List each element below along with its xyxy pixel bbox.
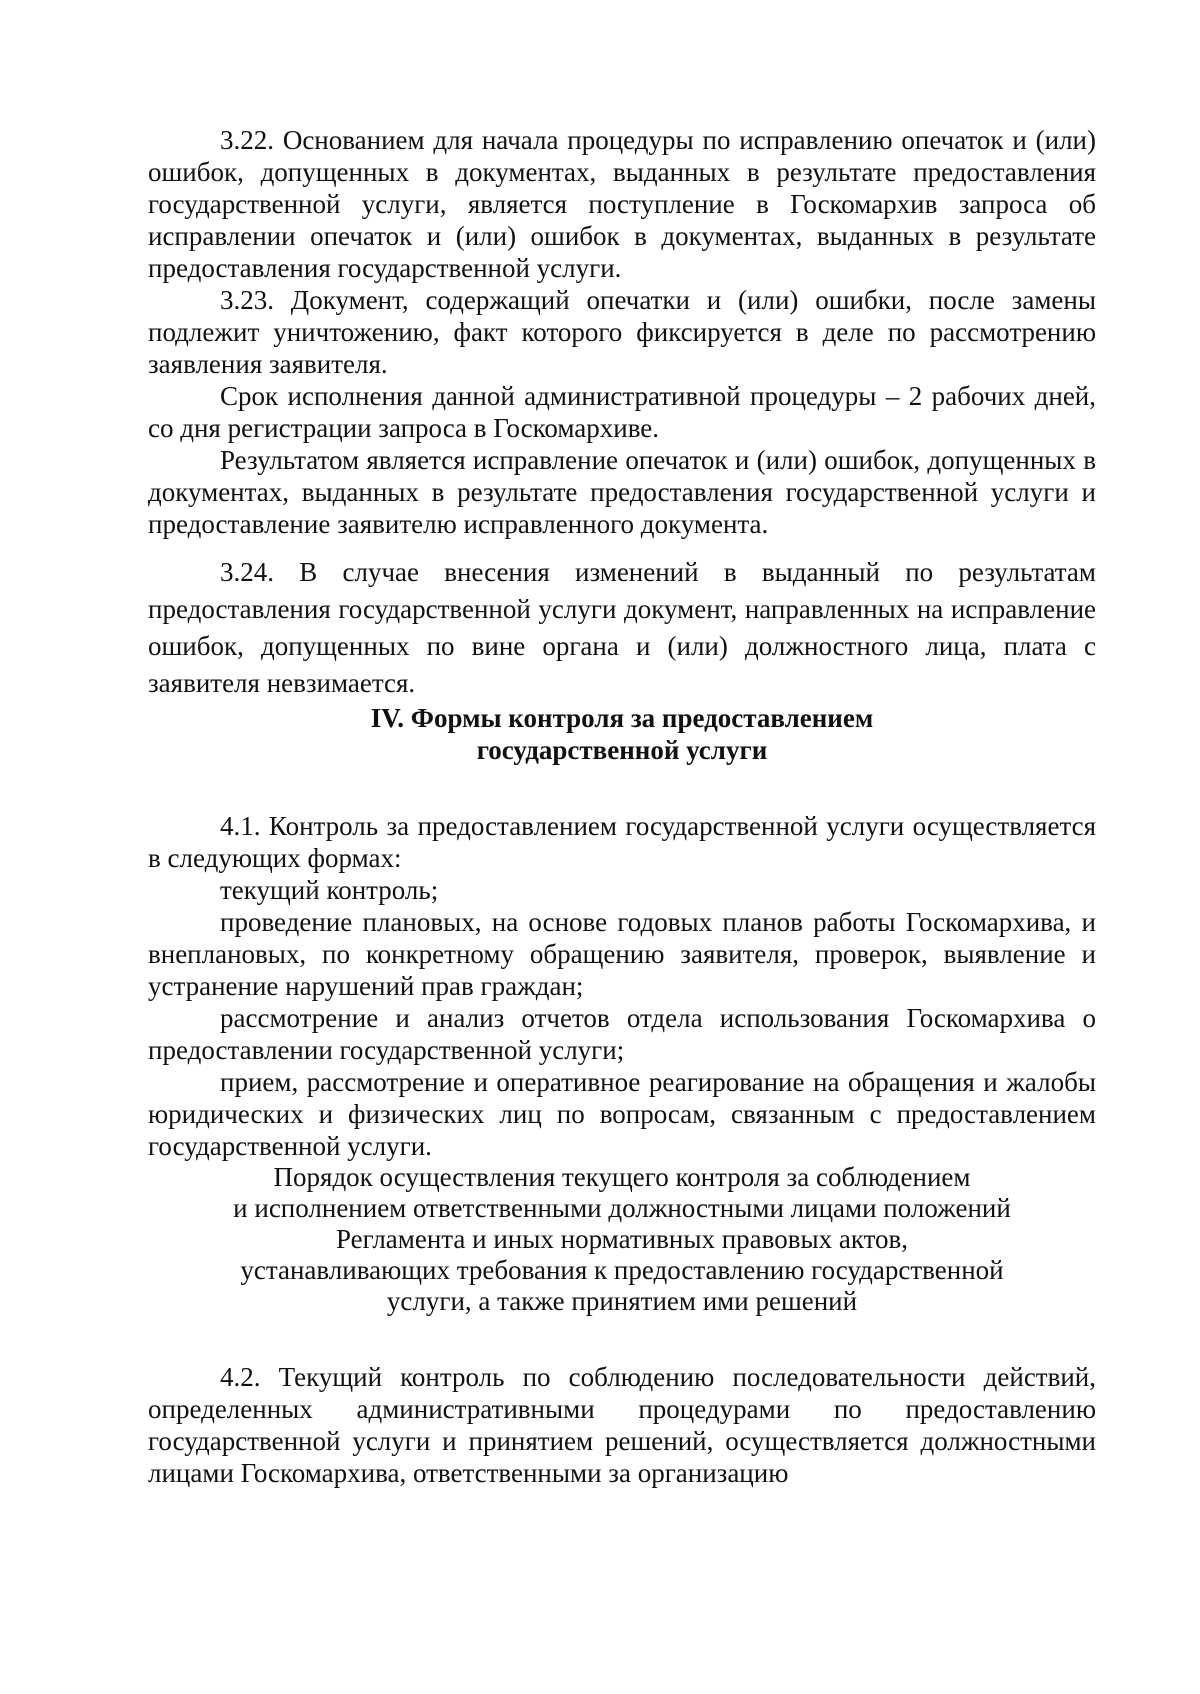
subsection-heading <box>148 1162 1096 1317</box>
section-heading-line-1: IV. Формы контроля за предоставлением <box>370 703 874 733</box>
paragraph-current-control: текущий контроль; <box>220 875 439 905</box>
paragraph-4-2: 4.2. Текущий контроль по соблюдению последовательности действий, определенных административными процедурами по предоставлению государственной услуги и принятием решений, осуществляется должностными лицами Госкомархива, ответственными за организацию <box>148 1362 1096 1488</box>
subsection-heading-line-3: Регламента и иных нормативных правовых актов, <box>335 1224 909 1254</box>
subsection-heading-line-2: и исполнением ответственными должностными лицами положений <box>233 1193 1011 1223</box>
paragraph-3-24: 3.24. В случае внесения изменений в выданный по результатам предоставления государственной услуги документ, направленных на исправление ошибок, допущенных по вине органа и (или) должностного лица, плата с заявителя невзимается. <box>148 557 1096 698</box>
paragraph-result: Результатом является исправление опечаток и (или) ошибок, допущенных в документах, выданных в результате предоставления государственной услуги и предоставление заявителю исправленного документа. <box>148 445 1096 539</box>
subsection-heading-line-1: Порядок осуществления текущего контроля за соблюдением <box>273 1162 971 1192</box>
section-heading-iv <box>148 702 1096 766</box>
subsection-heading-line-4: устанавливающих требования к предоставлению государственной <box>240 1255 1004 1285</box>
paragraph-deadline: Срок исполнения данной административной процедуры – 2 рабочих дней, со дня регистрации запроса в Госкомархиве. <box>148 381 1096 443</box>
subsection-heading-line-5: услуги, а также принятием ими решений <box>386 1286 858 1316</box>
paragraph-3-23: 3.23. Документ, содержащий опечатки и (или) ошибки, после замены подлежит уничтожению, факт которого фиксируется в деле по рассмотрению заявления заявителя. <box>148 285 1096 379</box>
document-body <box>148 124 1096 1489</box>
paragraph-appeals: прием, рассмотрение и оперативное реагирование на обращения и жалобы юридических и физических лиц по вопросам, связанным с предоставлением государственной услуги. <box>148 1067 1096 1161</box>
section-heading-line-2: государственной услуги <box>476 735 768 765</box>
paragraph-inspections: проведение плановых, на основе годовых планов работы Госкомархива, и внеплановых, по конкретному обращению заявителя, проверок, выявление и устранение нарушений прав граждан; <box>148 907 1096 1001</box>
paragraph-3-22: 3.22. Основанием для начала процедуры по исправлению опечаток и (или) ошибок, допущенных в документах, выданных в результате предоставления государственной услуги, является поступление в Госкомархив запроса об исправлении опечаток и (или) ошибок в документах, выданных в результате предоставления государственной услуги. <box>148 125 1096 283</box>
paragraph-4-1: 4.1. Контроль за предоставлением государственной услуги осуществляется в следующих формах: <box>148 811 1096 873</box>
paragraph-reports: рассмотрение и анализ отчетов отдела использования Госкомархива о предоставлении государственной услуги; <box>148 1003 1096 1065</box>
